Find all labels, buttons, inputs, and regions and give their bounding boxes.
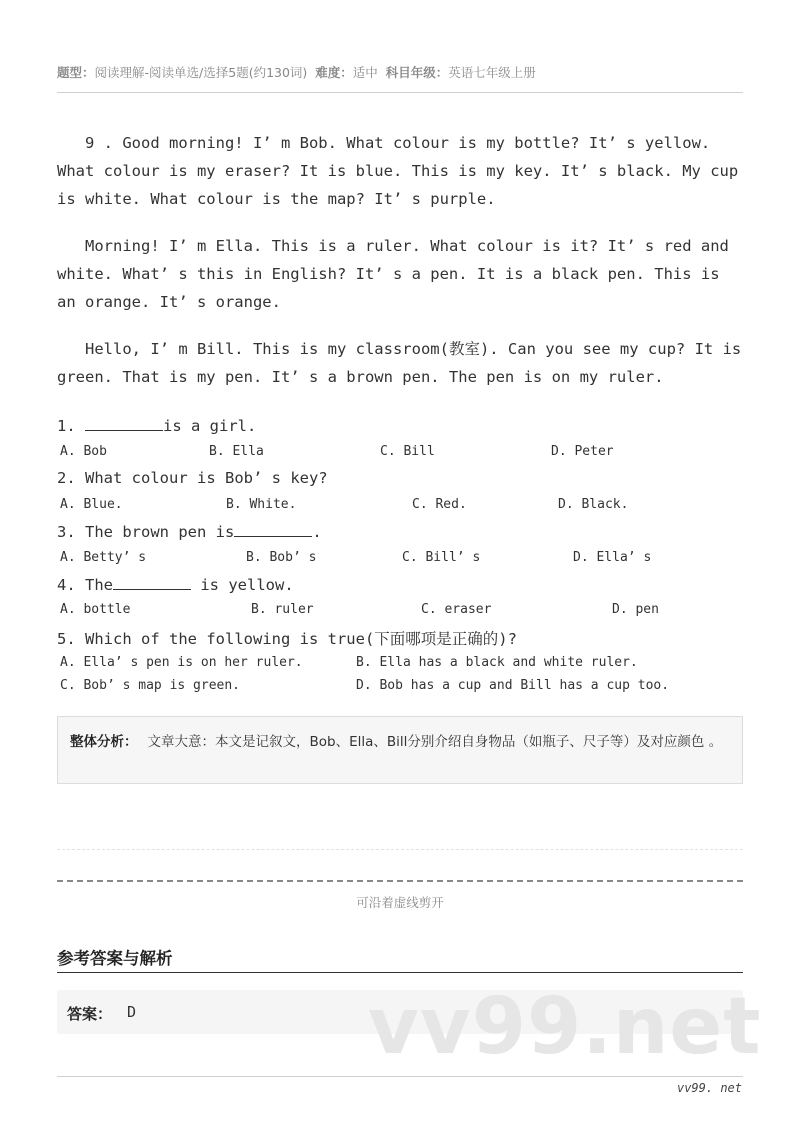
passage-paragraph-1: 9 . Good morning! I’ m Bob. What colour is my bottle? It’ s yellow. What colour is my eraser? It is blue. This is my key. It’ s black. My cup is white. What colour is the map? It’ s purple. xyxy=(57,134,739,208)
footer-site: vv99. net xyxy=(676,1081,742,1095)
difficulty-value: 适中 xyxy=(352,65,378,80)
passage-paragraph-2: Morning! I’ m Ella. This is a ruler. What colour is it? It’ s red and white. What’ s this in English? It’ s a pen. It is a black pen. This is an orange. It’ s orange. xyxy=(57,237,729,311)
q1-option-c[interactable]: C. Bill xyxy=(380,444,435,459)
q1-option-b[interactable]: B. Ella xyxy=(209,444,264,459)
header-divider xyxy=(57,92,743,93)
q1-option-d[interactable]: D. Peter xyxy=(551,444,614,459)
reference-section-title: 参考答案与解析 xyxy=(57,949,173,968)
q4-option-d[interactable]: D. pen xyxy=(612,602,659,617)
analysis-box xyxy=(57,716,743,784)
faint-dashed-divider xyxy=(57,849,743,850)
question-2: 2. What colour is Bob’ s key? xyxy=(57,469,328,487)
question-meta-header xyxy=(57,63,743,81)
q5-option-b[interactable]: B. Ella has a black and white ruler. xyxy=(356,655,638,670)
q3-option-b[interactable]: B. Bob’ s xyxy=(246,550,317,565)
cut-dashed-line xyxy=(57,880,743,882)
type-label: 题型： xyxy=(57,65,95,80)
q5-option-d[interactable]: D. Bob has a cup and Bill has a cup too. xyxy=(356,678,670,693)
q2-option-b[interactable]: B. White. xyxy=(226,497,297,512)
footer-divider xyxy=(57,1076,743,1077)
analysis-text: 文章大意：本文是记叙文，Bob、Ella、Bill分别介绍自身物品（如瓶子、尺子等）及对应颜色 。 xyxy=(147,734,723,750)
cut-line-caption: 可沿着虚线剪开 xyxy=(356,895,444,910)
q4-option-a[interactable]: A. bottle xyxy=(60,602,131,617)
watermark: vv99.net xyxy=(368,982,762,1072)
question-3: 3. The brown pen is . xyxy=(57,523,322,541)
answer-value: D xyxy=(127,1003,137,1021)
q2-option-d[interactable]: D. Black. xyxy=(558,497,629,512)
type-value: 阅读理解-阅读单选/选择5题(约130词) xyxy=(94,65,308,80)
subject-value: 英语七年级上册 xyxy=(448,65,536,80)
q5-option-a[interactable]: A. Ella’ s pen is on her ruler. xyxy=(60,655,303,670)
q1-option-a[interactable]: A. Bob xyxy=(60,444,107,459)
question-1: 1. is a girl. xyxy=(57,417,257,435)
q4-option-c[interactable]: C. eraser xyxy=(421,602,492,617)
q5-option-c[interactable]: C. Bob’ s map is green. xyxy=(60,678,241,693)
q3-option-a[interactable]: A. Betty’ s xyxy=(60,550,147,565)
subject-label: 科目年级： xyxy=(385,65,449,80)
reference-divider xyxy=(57,972,743,973)
question-5: 5. Which of the following is true(下面哪项是正确的)? xyxy=(57,630,517,648)
passage-paragraph-3: Hello, I’ m Bill. This is my classroom(教室). Can you see my cup? It is green. That is my pen. It’ s a brown pen. The pen is on my ruler. xyxy=(57,340,742,386)
q4-option-b[interactable]: B. ruler xyxy=(251,602,314,617)
q3-option-d[interactable]: D. Ella’ s xyxy=(573,550,652,565)
analysis-label: 整体分析： xyxy=(70,734,138,750)
answer-blank xyxy=(85,416,163,431)
answer-blank xyxy=(234,522,312,537)
answer-blank xyxy=(113,575,191,590)
q2-option-a[interactable]: A. Blue. xyxy=(60,497,123,512)
q2-option-c[interactable]: C. Red. xyxy=(412,497,467,512)
answer-label: 答案： xyxy=(67,1005,113,1023)
question-4: 4. The is yellow. xyxy=(57,576,294,594)
difficulty-label: 难度： xyxy=(315,65,353,80)
q3-option-c[interactable]: C. Bill’ s xyxy=(402,550,481,565)
